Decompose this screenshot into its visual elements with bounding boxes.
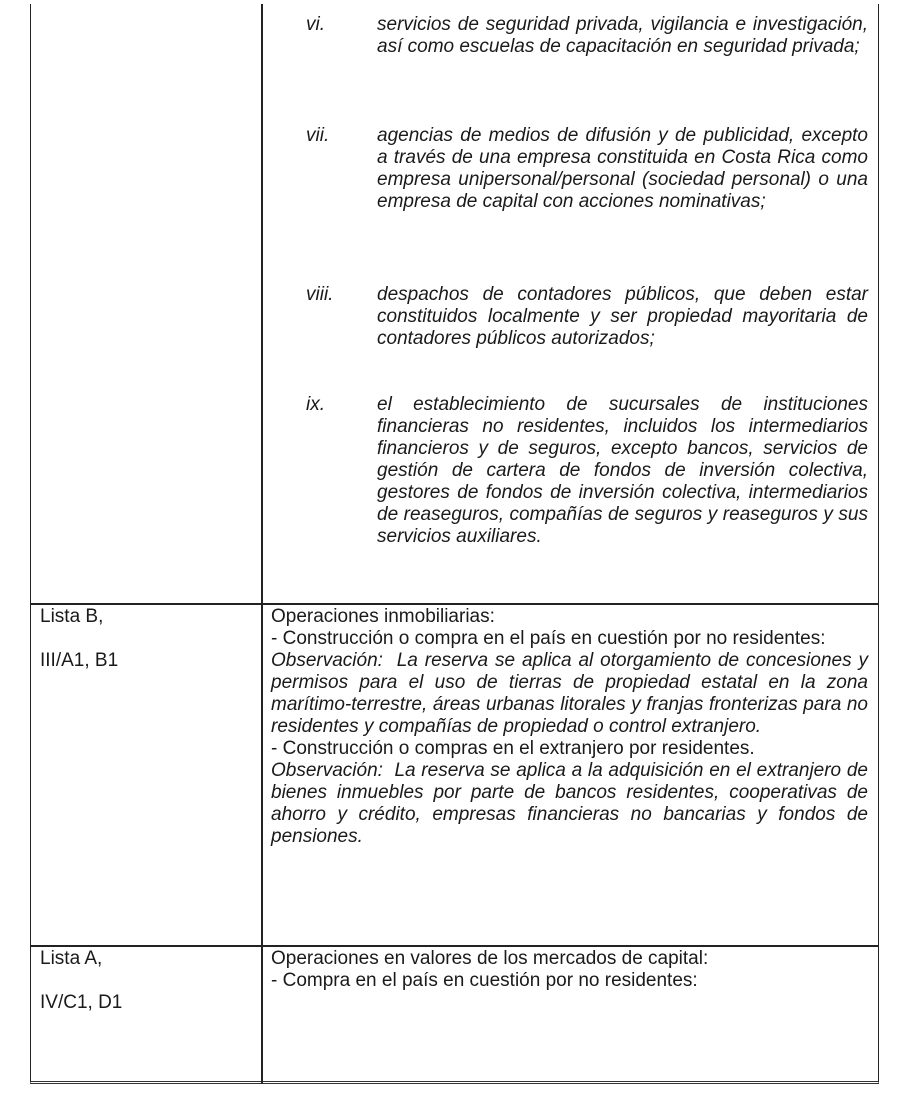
- observation-note: [271, 650, 868, 738]
- list-item-text: agencias de medios de difusión y de publicidad, excepto a través de una empresa constituida en Costa Rica como empresa unipersonal/personal (sociedad personal) o una empresa de capital con acciones nominativas;: [377, 125, 868, 212]
- section-code: IV/C1, D1: [40, 992, 123, 1013]
- observation-label: Observación:: [271, 650, 383, 671]
- row-a-left-cell: [40, 948, 122, 1014]
- operation-heading: Operaciones en valores de los mercados de capital:: [271, 948, 709, 969]
- list-item-numeral: vi.: [306, 14, 325, 35]
- list-item-numeral: viii.: [306, 284, 334, 305]
- row-divider-a: [30, 945, 879, 947]
- list-item-text: despachos de contadores públicos, que deben estar constituidos localmente y ser propiedad mayoritaria de contadores públicos autorizados;: [377, 284, 868, 349]
- operation-item: - Construcción o compras en el extranjero por residentes.: [271, 738, 755, 759]
- row-a-right-cell: [271, 948, 868, 992]
- observation-label: Observación:: [271, 760, 383, 781]
- list-item-numeral: vii.: [306, 125, 330, 146]
- row-divider-b: [30, 603, 879, 605]
- column-divider: [261, 4, 263, 1084]
- observation-text: La reserva se aplica a la adquisición en el extranjero de bienes inmuebles por parte de bancos residentes, cooperativas de ahorro y crédito, empresas financieras no bancarias y fondos de pensiones.: [271, 760, 868, 847]
- observation-note: [271, 760, 868, 848]
- list-label: Lista A,: [40, 948, 103, 969]
- observation-text: La reserva se aplica al otorgamiento de concesiones y permisos para el uso de tierras de propiedad estatal en la zona marítimo-terrestre, áreas urbanas litorales y franjas fronterizas para no residentes y compañías de propiedad o control extranjero.: [271, 650, 868, 737]
- list-item-text: servicios de seguridad privada, vigilancia e investigación, así como escuelas de capacitación en seguridad privada;: [377, 14, 868, 57]
- list-label: Lista B,: [40, 606, 104, 627]
- section-code: III/A1, B1: [40, 650, 119, 671]
- list-item-numeral: ix.: [306, 394, 325, 415]
- operation-item: - Construcción o compra en el país en cuestión por no residentes:: [271, 628, 826, 649]
- operation-item: - Compra en el país en cuestión por no residentes:: [271, 970, 698, 991]
- list-item-text: el establecimiento de sucursales de instituciones financieras no residentes, incluidos los intermediarios financieros y de seguros, excepto bancos, servicios de gestión de cartera de fondos de inversión colectiva, gestores de fondos de inversión colectiva, intermediarios de reaseguros, compañías de seguros y reaseguros y sus servicios auxiliares.: [377, 394, 868, 547]
- operation-heading: Operaciones inmobiliarias:: [271, 606, 495, 627]
- row-b-right-cell: [271, 606, 868, 848]
- row-b-left-cell: [40, 606, 118, 672]
